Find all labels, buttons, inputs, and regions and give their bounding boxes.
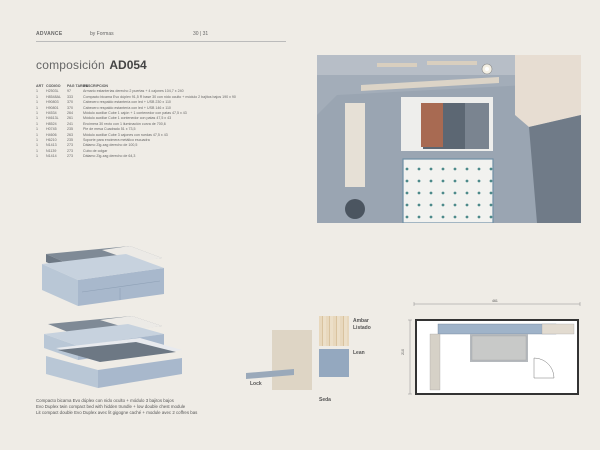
room-photo bbox=[317, 55, 581, 223]
cell-description: Armario estanterías derecho 2 puertas + 4 cajones 104,7 x 240 bbox=[83, 89, 184, 94]
cell-description: Cabecero respaldo estantería con led + USB 230 x 110 bbox=[83, 100, 171, 105]
cell-page: 261 bbox=[67, 116, 73, 121]
header-brand: ADVANCE bbox=[36, 31, 63, 37]
col-header-description: DESCRIPCION bbox=[83, 84, 108, 88]
cell-page: 241 bbox=[67, 121, 73, 126]
col-header-code: CODIGO bbox=[46, 84, 61, 88]
title-prefix: composición bbox=[36, 58, 105, 72]
bed-render-closed bbox=[36, 240, 166, 310]
cell-code: H90803 bbox=[46, 100, 59, 105]
caption-line-fr: Lit compact double Evo Duplex avec lit gigogne caché + module avec 2 coffres bas bbox=[36, 410, 198, 416]
page-title bbox=[36, 56, 147, 74]
bed-caption bbox=[36, 398, 197, 417]
cell-page: 235 bbox=[67, 138, 73, 143]
cell-code: H2503L bbox=[46, 89, 59, 94]
swatch-label-lean: Lean bbox=[353, 350, 365, 356]
cell-description: Cubo de colgar bbox=[83, 148, 108, 153]
cell-art: 1 bbox=[36, 116, 38, 121]
cell-art: 1 bbox=[36, 121, 38, 126]
cell-page: 264 bbox=[67, 111, 73, 116]
swatch-label-lock: Lock bbox=[250, 381, 262, 387]
cell-description: Pie de mesa Cuadrado 51 x 73,5 bbox=[83, 127, 136, 132]
swatch-lock bbox=[246, 366, 294, 376]
swatch-label-ambar: Ambar bbox=[353, 318, 369, 324]
cell-art: 1 bbox=[36, 89, 38, 94]
cell-code: H6210 bbox=[46, 138, 57, 143]
cell-code: H4606 bbox=[46, 132, 57, 137]
cell-code: H4534 bbox=[46, 111, 57, 116]
swatch-ambar-listado bbox=[319, 316, 349, 346]
cell-art: 1 bbox=[36, 111, 38, 116]
cell-description: Encimera 30 recto con 1 iluminación curva de 700,6 bbox=[83, 121, 166, 126]
table-row bbox=[36, 154, 316, 159]
cell-description: Cabecero respaldo estantería con led + USB 146 x 110 bbox=[83, 105, 171, 110]
cell-art: 1 bbox=[36, 105, 38, 110]
cell-description: Soporte para encimera metálico escuadra bbox=[83, 138, 150, 143]
bed-open-illustration bbox=[36, 312, 186, 390]
cell-description: Módulo auxiliar Cube 1 contenedor con patas 47,5 x 43 bbox=[83, 116, 172, 121]
cell-page: 370 bbox=[67, 100, 73, 105]
floor-plan-drawing bbox=[404, 298, 584, 398]
cell-code: H4613L bbox=[46, 116, 59, 121]
swatch-seda bbox=[272, 330, 312, 390]
cell-code: H8548AL bbox=[46, 94, 61, 99]
cell-page: 370 bbox=[67, 105, 73, 110]
cell-page: 273 bbox=[67, 148, 73, 153]
table-body bbox=[36, 89, 316, 159]
cell-page: 273 bbox=[67, 154, 73, 159]
cell-art: 1 bbox=[36, 143, 38, 148]
cell-code: N1414 bbox=[46, 154, 57, 159]
swatch-label-seda: Seda bbox=[319, 397, 331, 403]
cell-page: 273 bbox=[67, 143, 73, 148]
header-divider bbox=[36, 41, 286, 42]
cell-description: Dálamo Zig-zag derecho de 64,3 bbox=[83, 154, 136, 159]
caption-line-en: Evo Duplex twin compact bed with hidden trundle + low double chest module bbox=[36, 404, 186, 410]
title-code: AD054 bbox=[109, 58, 147, 72]
caption-line-es: Compacto bicama Evo dúplex con nido oculto + módulo 3 bajitos bajos bbox=[36, 398, 174, 403]
swatch-lean bbox=[319, 349, 349, 377]
cell-art: 1 bbox=[36, 138, 38, 143]
cell-page: 235 bbox=[67, 127, 73, 132]
cell-page: 263 bbox=[67, 132, 73, 137]
cell-description: Compacto bicama Evo dúplex 91,5 R base 30 con nido oculto + módulo 2 bajitos bajos 190 x 90 bbox=[83, 94, 236, 99]
cell-code: H0745 bbox=[46, 127, 57, 132]
page-numbers: 30 | 31 bbox=[193, 31, 209, 37]
cell-art: 1 bbox=[36, 127, 38, 132]
cell-art: 1 bbox=[36, 132, 38, 137]
bed-closed-illustration bbox=[36, 240, 166, 310]
col-header-page: PAG TARIFA bbox=[67, 84, 89, 88]
cell-code: H90801 bbox=[46, 105, 59, 110]
cell-art: 1 bbox=[36, 100, 38, 105]
col-header-art: ART bbox=[36, 84, 44, 88]
swatch-label-listado: Listado bbox=[353, 325, 371, 331]
cell-description: Módulo auxiliar Cube 3 cajones con ruedas 47,5 x 43 bbox=[83, 132, 168, 137]
bed-render-open bbox=[36, 312, 186, 390]
room-photo-render bbox=[317, 55, 581, 223]
plan-width-label: 461 bbox=[492, 299, 498, 303]
cell-art: 1 bbox=[36, 94, 38, 99]
header-byline: by Formas bbox=[90, 31, 114, 37]
plan-height-label: 210 bbox=[400, 349, 405, 355]
cell-code: H8524 bbox=[46, 121, 57, 126]
parts-table bbox=[36, 84, 316, 160]
cell-description: Módulo auxiliar Cube 1 cajón + 1 contenedor con patas 47,5 x 43 bbox=[83, 111, 187, 116]
cell-description: Dálamo Zig-zag derecho de 100,5 bbox=[83, 143, 138, 148]
cell-art: 1 bbox=[36, 148, 38, 153]
cell-page: 333 bbox=[67, 94, 73, 99]
cell-code: N1139 bbox=[46, 148, 57, 153]
cell-page: 97 bbox=[67, 89, 71, 94]
floor-plan bbox=[404, 298, 584, 398]
cell-art: 1 bbox=[36, 154, 38, 159]
cell-code: N1413 bbox=[46, 143, 57, 148]
